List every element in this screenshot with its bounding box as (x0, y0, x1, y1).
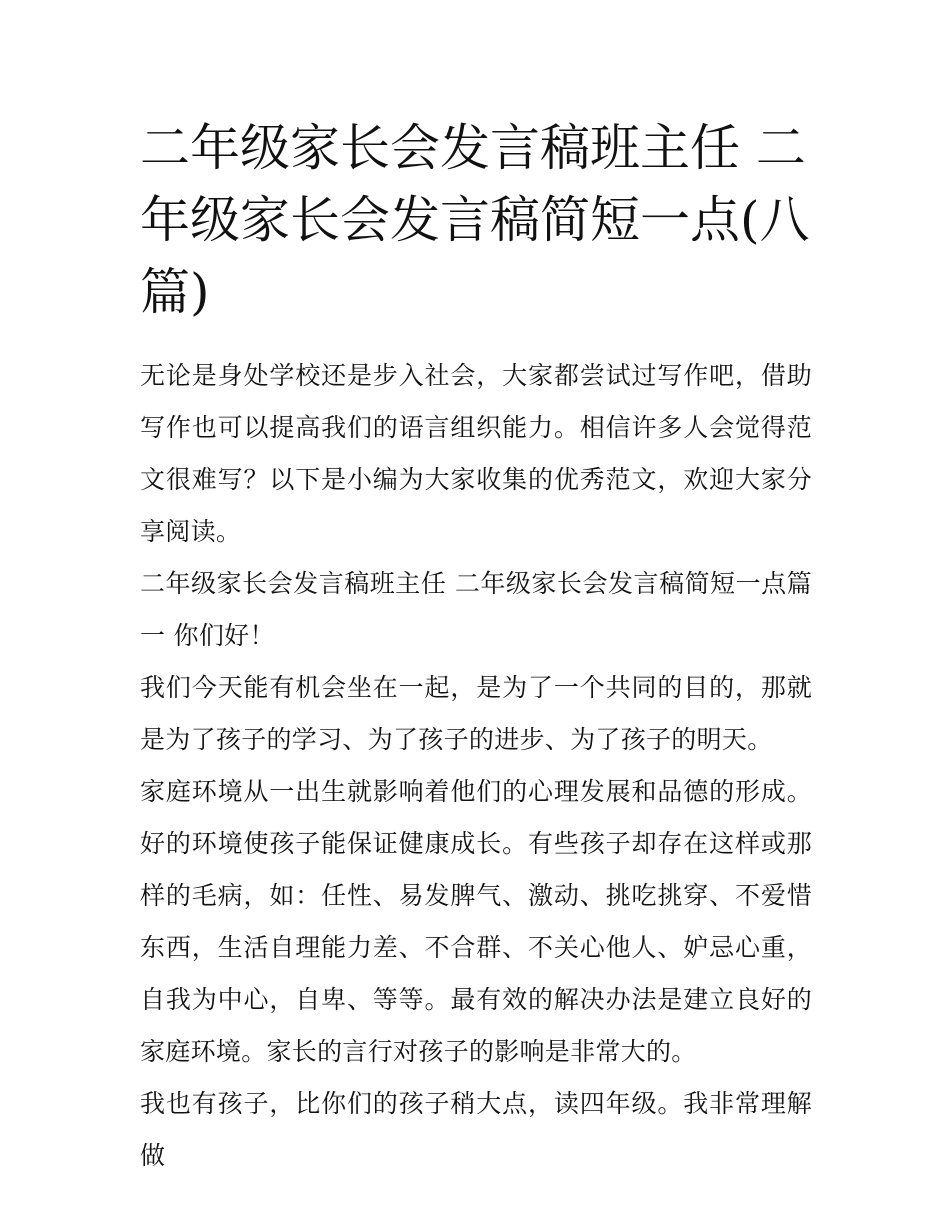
document-content (140, 112, 812, 1182)
document-title: 二年级家长会发言稿班主任 二年级家长会发言稿简短一点(八篇) (140, 119, 810, 321)
section-heading-paragraph: 二年级家长会发言稿班主任 二年级家长会发言稿简短一点篇一 你们好！ (140, 569, 812, 650)
body-paragraph: 家庭环境从一出生就影响着他们的心理发展和品德的形成。好的环境使孩子能保证健康成长。有些孩子却存在这样或那样的毛病，如：任性、易发脾气、激动、挑吃挑穿、不爱惜东西，生活自理能力差、不合群、不关心他人、妒忌心重，自我为中心，自卑、等等。最有效的解决办法是建立良好的家庭环境。家长的言行对孩子的影响是非常大的。 (140, 777, 812, 1066)
body-paragraph: 我们今天能有机会坐在一起，是为了一个共同的目的，那就是为了孩子的学习、为了孩子的进步、为了孩子的明天。 (140, 673, 812, 754)
intro-paragraph: 无论是身处学校还是步入社会，大家都尝试过写作吧，借助写作也可以提高我们的语言组织能力。相信许多人会觉得范文很难写？以下是小编为大家收集的优秀范文，欢迎大家分享阅读。 (140, 361, 812, 546)
body-paragraph: 我也有孩子，比你们的孩子稍大点，读四年级。我非常理解做 (140, 1089, 812, 1170)
document-body (140, 350, 812, 1182)
